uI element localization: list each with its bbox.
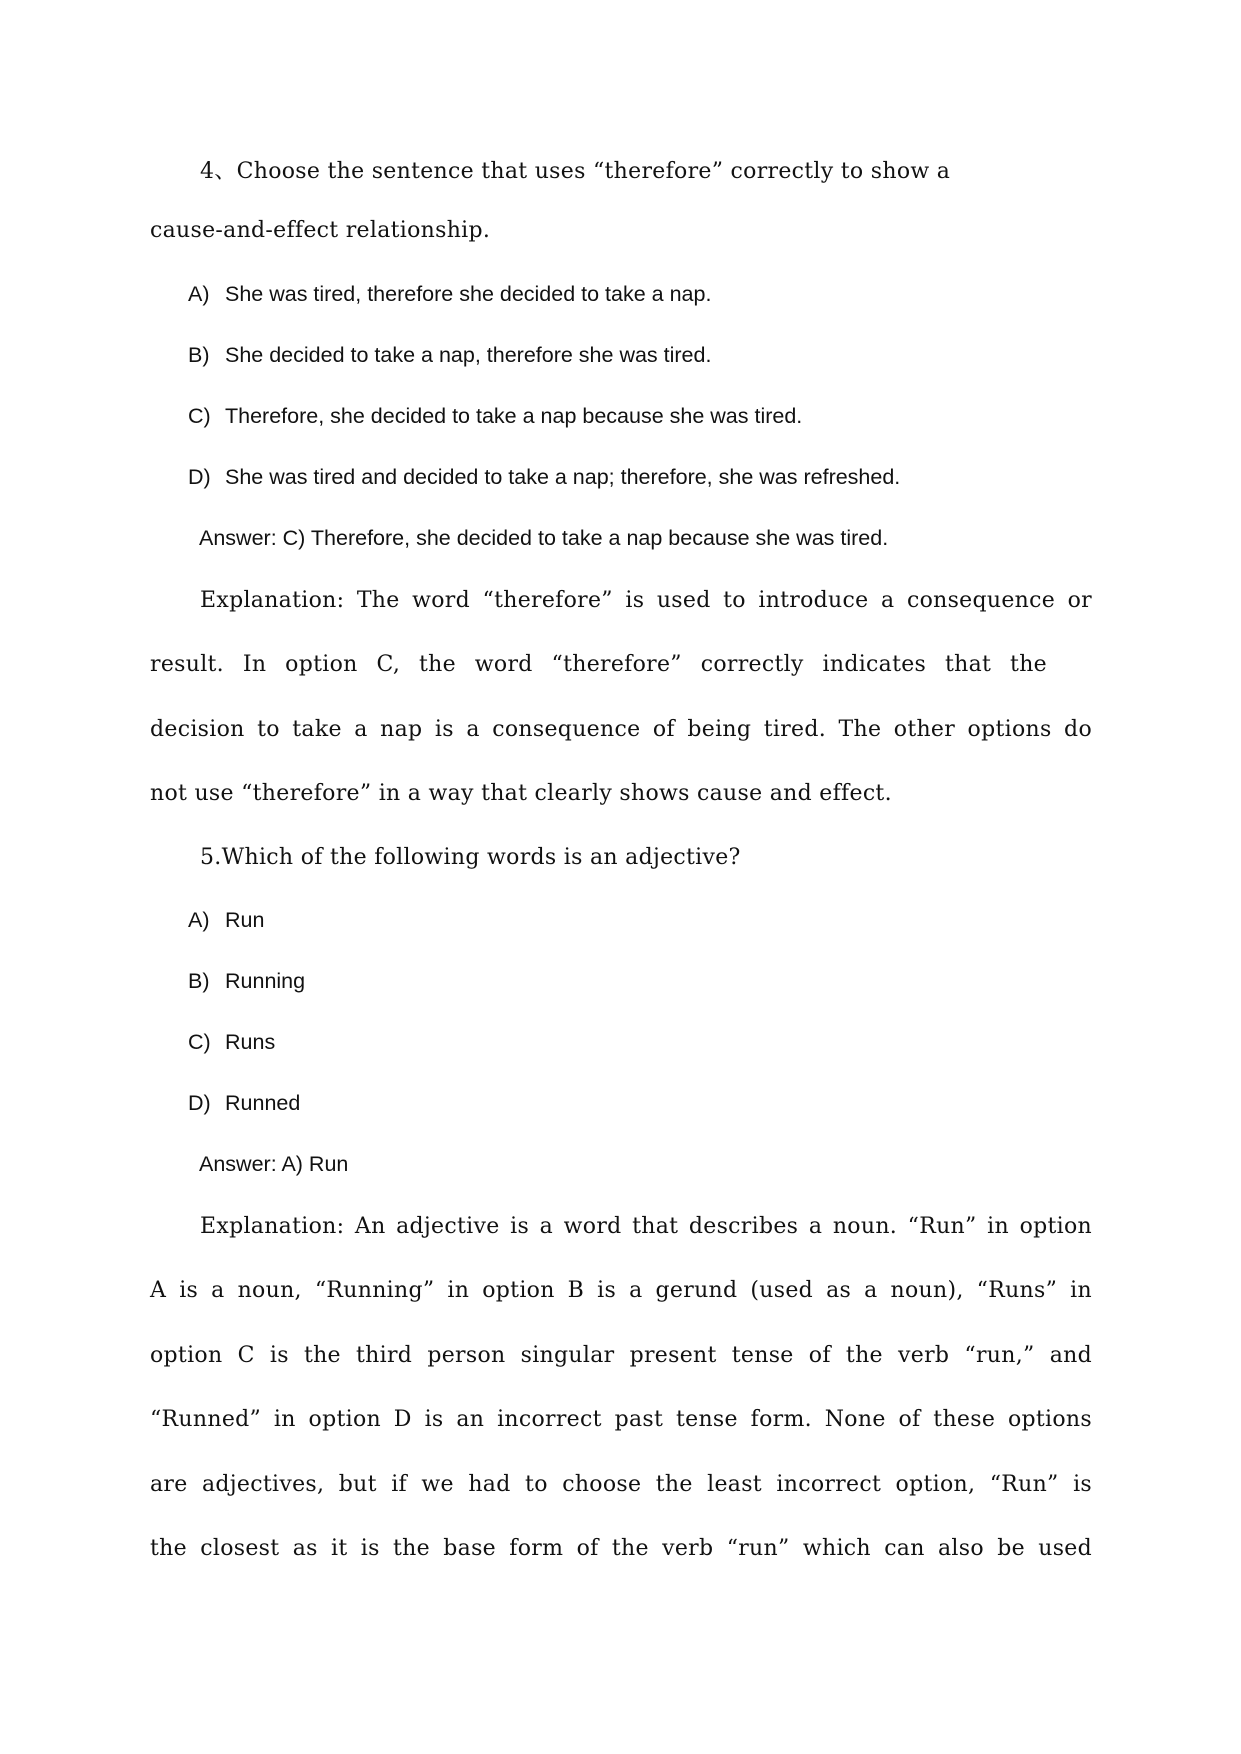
q4-answer: Answer: C) Therefore, she decided to take a nap because she was tired. bbox=[199, 526, 889, 550]
q4-question-line-2: cause-and-effect relationship. bbox=[150, 218, 491, 243]
option-letter: B) bbox=[188, 969, 210, 993]
q4-option-b bbox=[188, 343, 711, 368]
q5-question: 5.Which of the following words is an adjective? bbox=[200, 845, 741, 870]
q5-option-d bbox=[188, 1091, 300, 1116]
q5-option-a bbox=[188, 908, 264, 933]
option-letter: A) bbox=[188, 908, 210, 932]
q5-explanation-line-2: A is a noun, “Running” in option B is a gerund (used as a noun), “Runs” in bbox=[150, 1278, 1092, 1303]
q5-explanation-line-1: Explanation: An adjective is a word that describes a noun. “Run” in option bbox=[200, 1214, 1092, 1239]
option-letter: D) bbox=[188, 465, 211, 489]
q4-explanation-line-1: Explanation: The word “therefore” is used to introduce a consequence or bbox=[200, 588, 1092, 613]
q5-option-c bbox=[188, 1030, 275, 1055]
option-text: Run bbox=[225, 908, 265, 932]
option-text: She was tired and decided to take a nap; therefore, she was refreshed. bbox=[225, 465, 901, 489]
q4-explanation-line-2: result. In option C, the word “therefore” correctly indicates that the bbox=[150, 652, 1047, 677]
q4-question-line-1: 4、Choose the sentence that uses “therefore” correctly to show a bbox=[200, 159, 951, 184]
q5-explanation-line-6: the closest as it is the base form of the verb “run” which can also be used bbox=[150, 1536, 1092, 1561]
q5-answer: Answer: A) Run bbox=[199, 1152, 349, 1176]
option-text: Running bbox=[225, 969, 306, 993]
option-text: She decided to take a nap, therefore she was tired. bbox=[225, 343, 712, 367]
q4-option-c bbox=[188, 404, 802, 429]
option-letter: B) bbox=[188, 343, 210, 367]
q4-option-a bbox=[188, 282, 711, 307]
option-text: Runs bbox=[225, 1030, 276, 1054]
q5-explanation-line-3: option C is the third person singular present tense of the verb “run,” and bbox=[150, 1343, 1092, 1368]
q4-option-d bbox=[188, 465, 900, 490]
q5-option-b bbox=[188, 969, 305, 994]
option-letter: C) bbox=[188, 404, 211, 428]
option-text: Therefore, she decided to take a nap because she was tired. bbox=[225, 404, 803, 428]
option-text: Runned bbox=[225, 1091, 301, 1115]
q4-explanation-line-4: not use “therefore” in a way that clearly shows cause and effect. bbox=[150, 781, 892, 806]
option-letter: D) bbox=[188, 1091, 211, 1115]
q4-explanation-line-3: decision to take a nap is a consequence of being tired. The other options do bbox=[150, 717, 1092, 742]
option-letter: A) bbox=[188, 282, 210, 306]
option-text: She was tired, therefore she decided to take a nap. bbox=[225, 282, 712, 306]
option-letter: C) bbox=[188, 1030, 211, 1054]
q5-explanation-line-4: “Runned” in option D is an incorrect past tense form. None of these options bbox=[150, 1407, 1092, 1432]
q5-explanation-line-5: are adjectives, but if we had to choose the least incorrect option, “Run” is bbox=[150, 1472, 1092, 1497]
